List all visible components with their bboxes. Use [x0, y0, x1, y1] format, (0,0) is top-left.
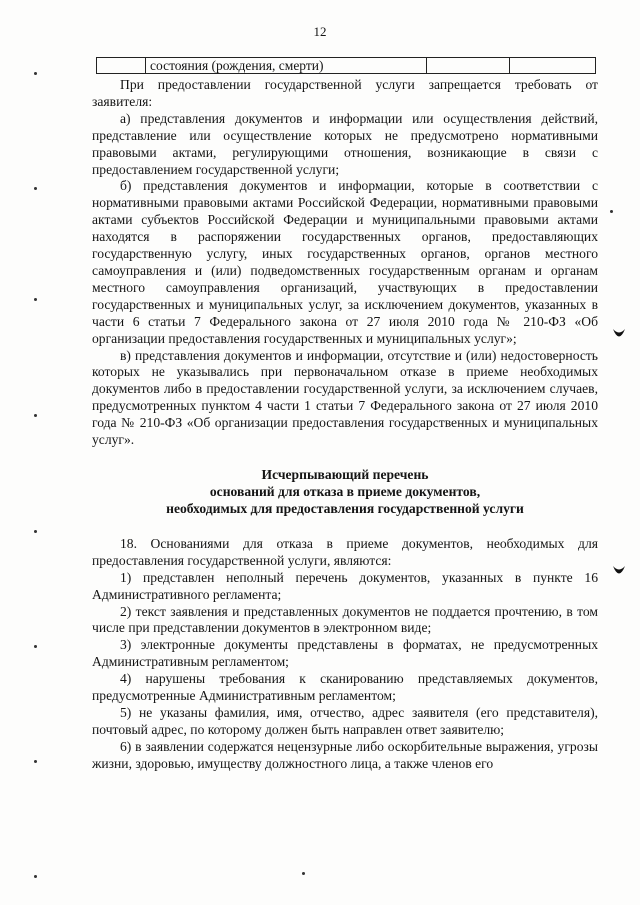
list-item: 5) не указаны фамилия, имя, отчество, адрес заявителя (его представителя), почтовый адрес, по которому должен быть направлен ответ заявителю; — [92, 705, 598, 737]
scan-dot — [34, 298, 37, 301]
page-number: 12 — [313, 24, 327, 39]
table-row — [97, 58, 596, 74]
table-cell-text: состояния (рождения, смерти) — [146, 58, 427, 74]
table-cell-empty — [97, 58, 146, 74]
paragraph-intro: При предоставлении государственной услуги запрещается требовать от заявителя: — [92, 77, 598, 109]
scan-dot — [34, 875, 37, 878]
binder-hole-icon — [610, 563, 628, 581]
paragraph-item-b: б) представления документов и информации, которые в соответствии с нормативными правовыми актами Российской Федерации, нормативными правовыми актами субъектов Российской Федерации и муниципальными правовыми актами находятся в распоряжении государственных органов, предоставляющих государственную услугу, иных государственных органов, органов местного самоуправления и (или) подведомственных государственным органам и органам местного самоуправления организаций, участвующих в предоставлении государственных и муниципальных услуг, за исключением документов, указанных в части 6 статьи 7 Федерального закона от 27 июля 2010 года № 210-ФЗ «Об организации предоставления государственных и муниципальных услуг»; — [92, 178, 598, 346]
binder-hole-icon — [610, 326, 628, 344]
scan-dot — [34, 414, 37, 417]
continuation-table — [96, 57, 596, 74]
scan-dot — [34, 645, 37, 648]
list-item: 4) нарушены требования к сканированию представляемых документов, предусмотренные Административным регламентом; — [92, 671, 598, 704]
section-heading — [92, 466, 598, 517]
scan-dot — [610, 210, 613, 213]
paragraph-clause-18: 18. Основаниями для отказа в приеме документов, необходимых для предоставления государственной услуги, являются: — [92, 535, 598, 568]
paragraph-item-v: в) представления документов и информации, отсутствие и (или) недостоверность которых не указывались при первоначальном отказе в приеме необходимых документов либо в предоставлении государственной услуги, за исключением случаев, предусмотренных пунктом 4 части 1 статьи 7 Федерального закона от 27 июля 2010 года № 210-ФЗ «Об организации предоставления государственных и муниципальных услуг». — [92, 347, 598, 448]
list-item: 1) представлен неполный перечень документов, указанных в пункте 16 Административного регламента; — [92, 569, 598, 602]
scan-dot — [34, 72, 37, 75]
table-cell-empty — [427, 58, 510, 74]
list-item: 6) в заявлении содержатся нецензурные либо оскорбительные выражения, угрозы жизни, здоровью, имуществу должностного лица, а также членов его — [92, 738, 598, 771]
section-heading-line: необходимых для предоставления государственной услуги — [166, 500, 524, 516]
section-heading-line: оснований для отказа в приеме документов, — [209, 483, 481, 499]
scan-dot — [34, 187, 37, 190]
scan-dot — [302, 872, 305, 875]
list-item: 2) текст заявления и представленных документов не поддается прочтению, в том числе при представлении документов в электронном виде; — [92, 603, 598, 636]
scan-dot — [34, 530, 37, 533]
table-cell-empty — [510, 58, 596, 74]
list-item: 3) электронные документы представлены в форматах, не предусмотренных Административным регламентом; — [92, 637, 598, 670]
document-body — [92, 77, 598, 773]
paragraph-item-a: а) представления документов и информации или осуществления действий, представление или осуществление которых не предусмотрено нормативными правовыми актами, регулирующими отношения, возникающие в связи с предоставлением государственной услуги; — [92, 110, 598, 177]
section-heading-line: Исчерпывающий перечень — [261, 466, 429, 482]
scan-dot — [34, 760, 37, 763]
